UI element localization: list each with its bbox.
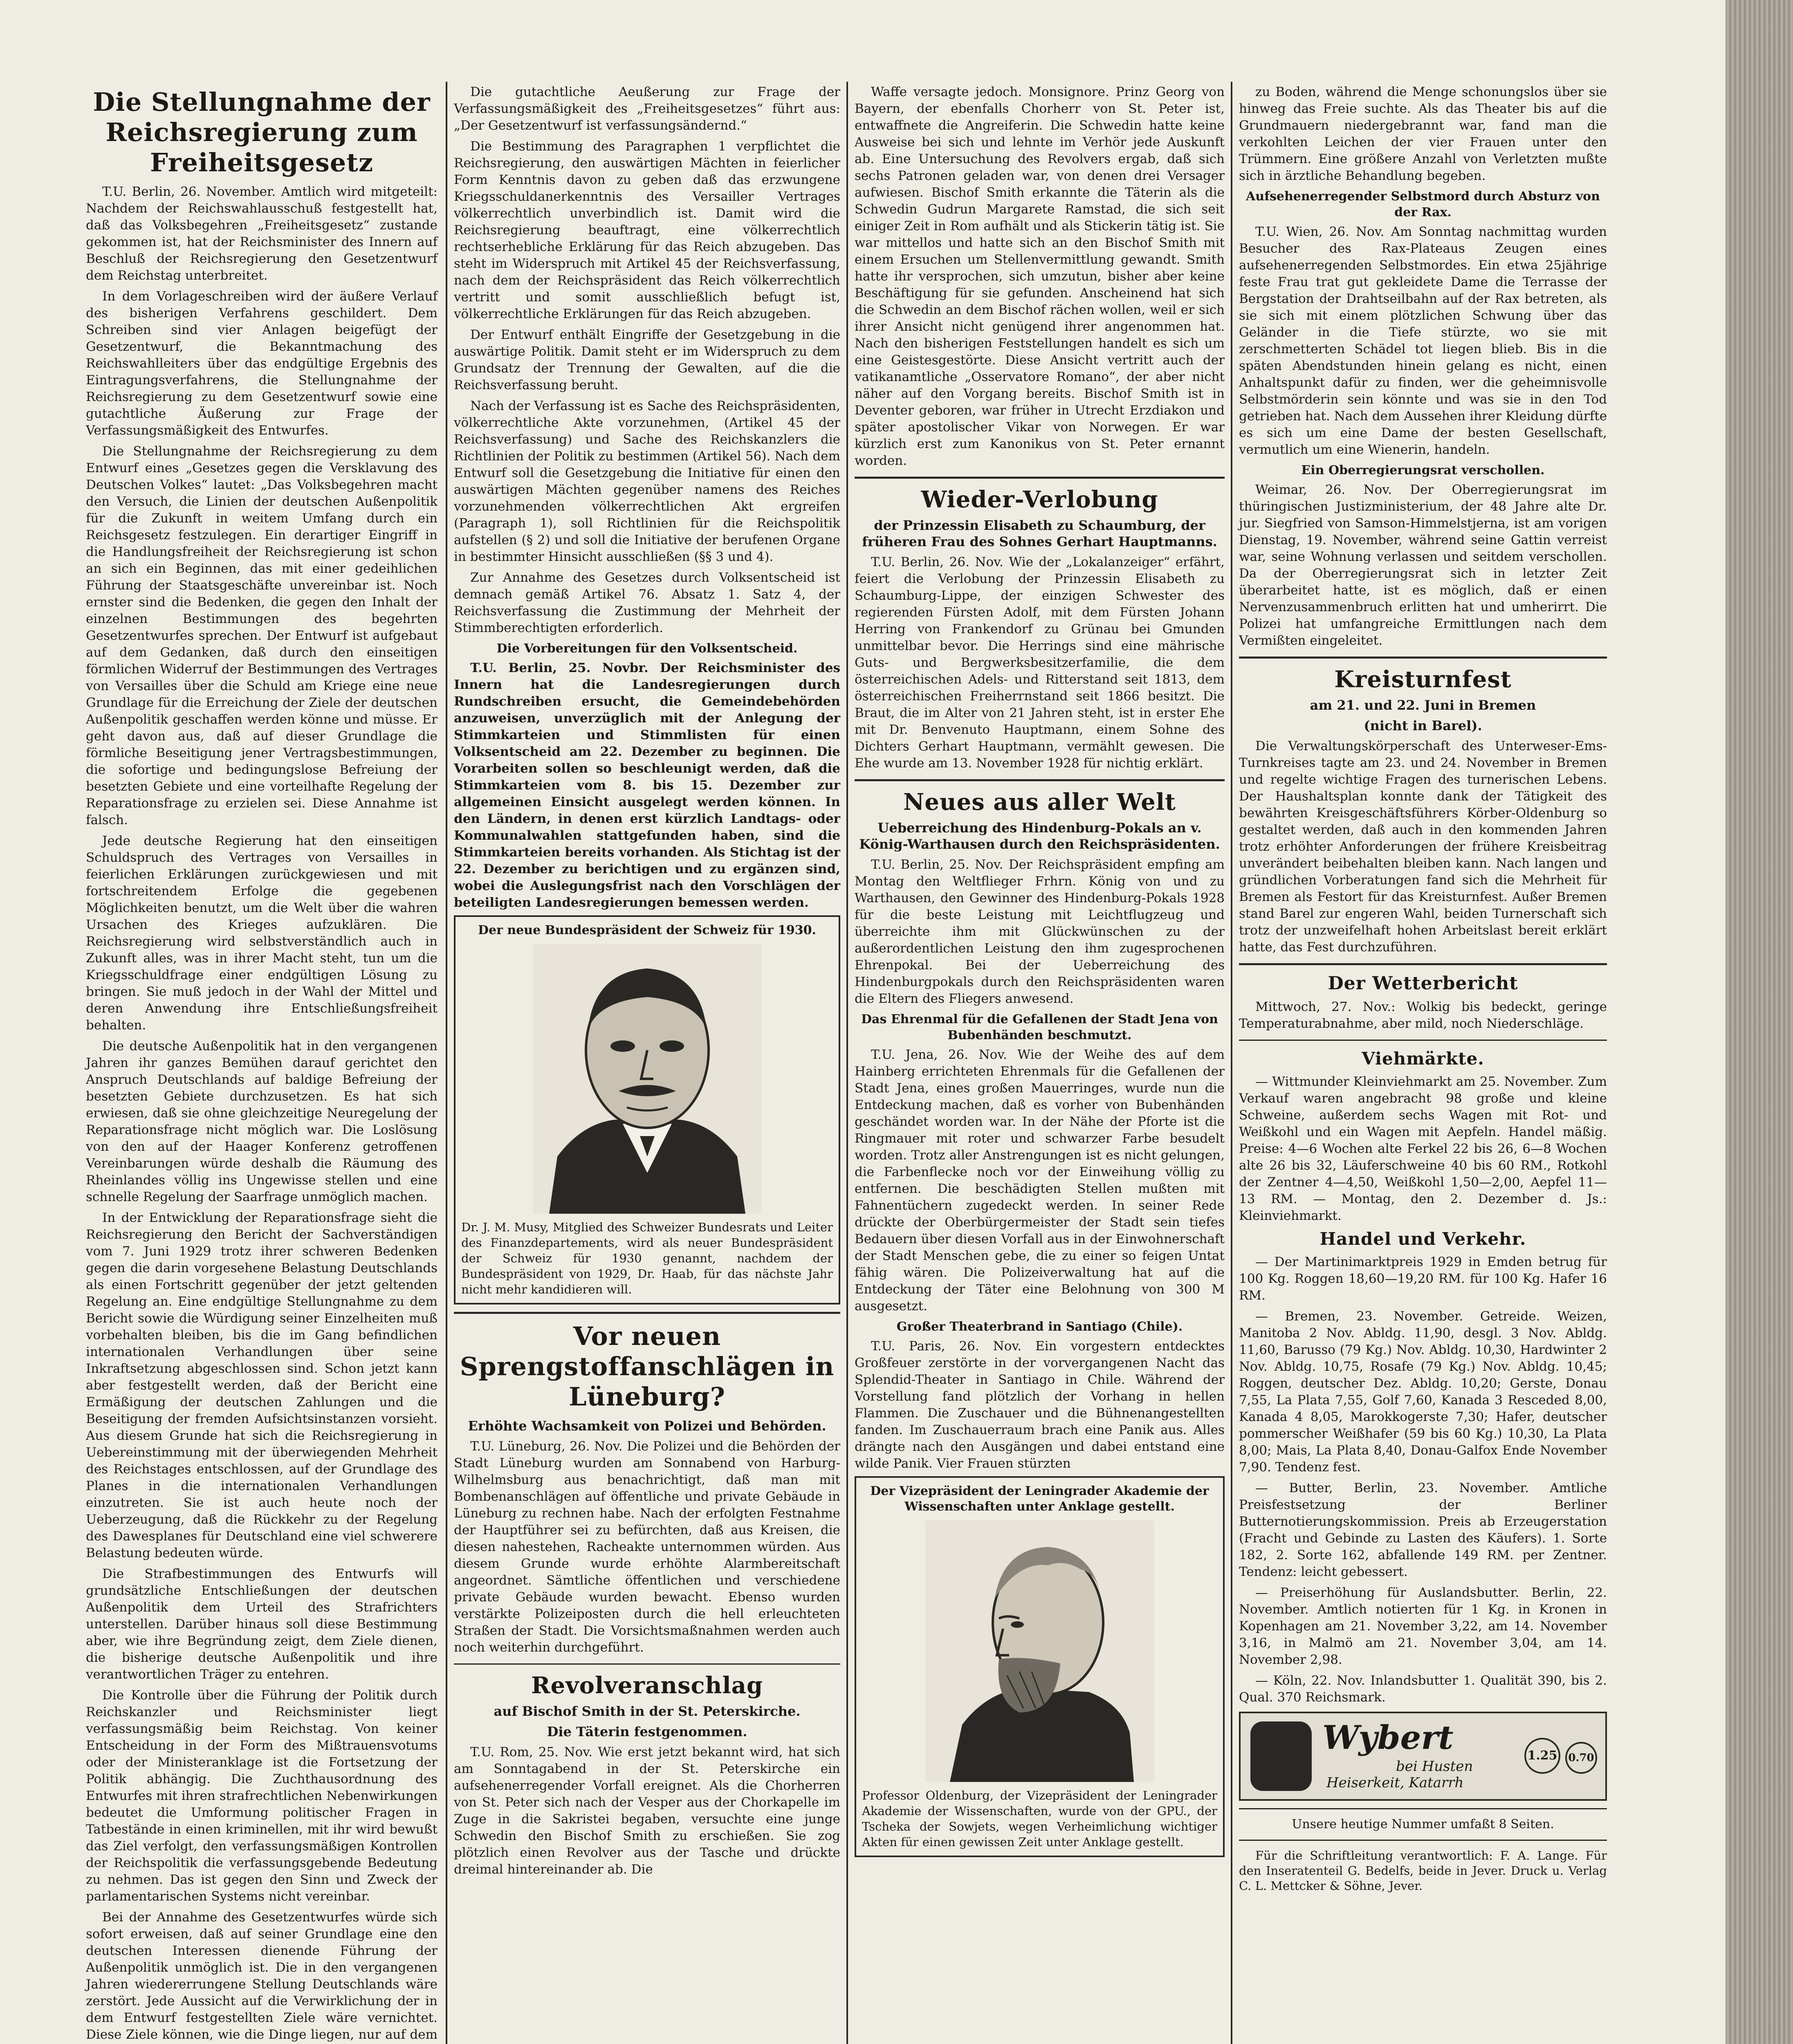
section-divider	[1239, 657, 1607, 659]
portrait-musy	[454, 915, 840, 1304]
book-page-edge	[1726, 0, 1793, 2044]
subheading-volksentscheid: Die Vorbereitungen für den Volksentscheid.	[496, 641, 798, 656]
market-report: — Köln, 22. Nov. Inlandsbutter 1. Qualität 390, bis 2. Qual. 370 Reichsmark.	[1239, 1673, 1607, 1705]
article-paragraph: In der Entwicklung der Reparationsfrage sieht die Reichsregierung den Bericht der Sachverständigen vom 7. Juni 1929 trotz ihrer schweren Bedenken gegen die darin vorgesehene Belastung Deutschlands als einen Fortschritt gegenüber der jetzt geltenden Regelung an. Eine endgültige Stellungnahme zu dem Bericht sowie die Würdigung seiner Einzelheiten muß vorbehalten bleiben, bis die im Gang befindlichen internationalen Verhandlungen über seine Inkraftsetzung abgeschlossen sind. Schon jetzt kann aber festgestellt werden, daß der Bericht eine Ermäßigung der deutschen Zahlungen und die Beseitigung der fremden Aufsichtsinstanzen vorsieht. Aus diesem Grunde hat sich die Reichsregierung in Uebereinstimmung mit der überwiegenden Mehrheit des Reichstages entschlossen, auf der Grundlage des Planes in die internationalen Verhandlungen einzutreten. Sie ist auch heute noch der Ueberzeugung, daß die Rückkehr zu der Regelung des Dawesplanes für Deutschland eine viel schwerere Belastung bedeuten würde.	[86, 1210, 438, 1560]
article-paragraph: Nach der Verfassung ist es Sache des Reichspräsidenten, völkerrechtliche Akte vorzunehmen, (Artikel 45 der Reichsverfassung) und Sache des Reichskanzlers die Richtlinien der Politik zu bestimmen (Artikel 56). Nach dem Entwurf soll die Gesetzgebung die Initiative für einen den auswärtigen Mächten gegenüber namens des Reiches vorzunehmenden völkerrechtlichen Akt ergreifen (Paragraph 1), soll Richtlinien für die Reichspolitik aufstellen (§ 2) und soll die Initiative der berufenen Organe in bestimmter Hinsicht ausschließen (§§ 3 und 4).	[454, 399, 840, 564]
article-paragraph: Die deutsche Außenpolitik hat in den vergangenen Jahren ihr ganzes Bemühen darauf gerichtet den Anspruch Deutschlands auf baldige Befreiung der besetzten Gebiete durchzusetzen. Es hat sich erwiesen, daß sie ohne gleichzeitige Neuregelung der Reparationsfrage nicht möglich war. Die Loslösung von den auf der Haager Konferenz getroffenen Vereinbarungen würde deshalb die Räumung des Rheinlandes völlig ins Ungewisse stellen und eine schnelle Regelung der Saarfrage unmöglich machen.	[86, 1039, 438, 1204]
article-paragraph: T.U. Berlin, 26. November. Amtlich wird mitgeteilt: Nachdem der Reichswahlausschuß festgestellt hat, daß das Volksbegehren „Freiheitsgesetz“ zustande gekommen ist, hat der Reichsminister des Innern auf Beschluß der Reichsregierung den Gesetzentwurf dem Reichstag unterbreitet.	[86, 184, 438, 283]
wybert-price-small: 0.70	[1565, 1742, 1597, 1774]
photo-caption-bottom: Professor Oldenburg, der Vizepräsident der Leningrader Akademie der Wissenschaften, wurde von der GPU., der Tscheka der Sowjets, wegen Verheimlichung wichtiger Akten für einen gewissen Zeit unter Anklage gestellt.	[862, 1788, 1217, 1849]
article-paragraph: T.U. Wien, 26. Nov. Am Sonntag nachmittag wurden Besucher des Rax-Plateaus Zeugen eines aufsehenerregenden Selbstmordes. Ein etwa 25jährige feste Frau trat gut gekleidete Dame die Terrasse der Bergstation der Drahtseilbahn auf der Rax betreten, als sie sich mit einem plötzlichen Schwung über das Geländer in die Tiefe stürzte, wo sie mit zerschmetterten Schädel tot liegen blieb. Bis in die späten Abendstunden hinein gelang es nicht, einen Anhaltspunkt dafür zu finden, wer die geheimnisvolle Selbstmörderin sein könnte und was sie in den Tod getrieben hat. Nach dem Aussehen ihrer Kleidung dürfte es sich um eine Dame der besten Gesellschaft, vermutlich um eine Wienerin, handeln.	[1239, 224, 1607, 457]
headline-kreisturnfest: Kreisturnfest	[1334, 666, 1512, 693]
section-divider	[855, 779, 1225, 781]
article-paragraph: Zur Annahme des Gesetzes durch Volksentscheid ist demnach gemäß Artikel 76. Absatz 1. Satz 4, der Reichsverfassung die Zustimmung der Mehrheit der Stimmberechtigten erforderlich.	[454, 570, 840, 635]
column-2	[454, 84, 840, 1882]
article-paragraph: T.U. Paris, 26. Nov. Ein vorgestern entdecktes Großfeuer zerstörte in der vorvergangenen Nacht das Splendid-Theater in Santiago in Chile. Während der Vorstellung fand plötzlich der Vorhang in hellen Flammen. Die Zuschauer und die Bühnenangestellten fanden. Im Zuschauerraum brach eine Panik aus. Alles drängte nach den Ausgängen und dabei entstand eine wilde Panik. Vier Frauen stürzten	[855, 1339, 1225, 1471]
article-paragraph: Die Kontrolle über die Führung der Politik durch Reichskanzler und Reichsminister liegt verfassungsmäßig beim Reichstag. Von keiner Entscheidung in der Form des Mißtrauensvotums oder der Ministeranklage ist die Fortsetzung der Politik abhängig. Die Zuchthausordnung des Entwurfes mit ihren strafrechtlichen Nebenwirkungen bedeutet die Umformung politischer Fragen in Tatbestände in einen kriminellen, mit ihr wird bewußt das Ziel verfolgt, den verfassungsmäßigen Kontrollen der Reichspolitik die verfassungsgebende Bedeutung zu nehmen. Das ist gegen den Sinn und Zweck der parlamentarischen Systems nicht vereinbar.	[86, 1688, 438, 1904]
article-paragraph: T.U. Lüneburg, 26. Nov. Die Polizei und die Behörden der Stadt Lüneburg wurden am Sonnabend von Harburg-Wilhelmsburg aus benachrichtigt, daß man mit Bombenanschlägen auf öffentliche und private Gebäude in Lüneburg zu rechnen habe. Nach der erfolgten Festnahme der Hauptführer sei zu befürchten, daß aus Kreisen, die diesen nahestehen, Racheakte unternommen würden. Aus diesem Grunde wurde erhöhte Alarmbereitschaft angeordnet. Sämtliche öffentlichen und verschiedene private Gebäude wurden bewacht. Ebenso wurden verstärkte Polizeiposten durch die hell erleuchteten Straßen der Stadt. Die Vorsichtsmaßnahmen werden auch noch weiterhin durchgeführt.	[454, 1439, 840, 1655]
subheading-jena: Das Ehrenmal für die Gefallenen der Stadt Jena von Bubenhänden beschmutzt.	[861, 1012, 1218, 1042]
imprint: Für die Schriftleitung verantwortlich: F. A. Lange. Für den Inseratenteil G. Bedelfs, beide in Jever. Druck u. Verlag C. L. Mettcker & Söhne, Jever.	[1239, 1849, 1607, 1893]
subheading-hindenburg: Ueberreichung des Hindenburg-Pokals an v. König-Warthausen durch den Reichspräsidenten.	[859, 820, 1220, 852]
article-paragraph: Jede deutsche Regierung hat den einseitigen Schuldspruch des Vertrages von Versailles in feierlichen Erklärungen zurückgewiesen und mit fortschreitendem Erfolge die gegebenen Möglichkeiten benutzt, um die Welt über die wahren Ursachen des Krieges aufzuklären. Die Reichsregierung wird selbstverständlich auch in Zukunft alles, was in ihrer Macht steht, tun um die Kriegsschuldfrage einer endgültigen Lösung zu bringen. Sie muß jedoch in der Wahl der Mittel und deren Anwendung ihre Entschließungsfreiheit behalten.	[86, 834, 438, 1033]
photo-caption-top: Der neue Bundespräsident der Schweiz für 1930.	[478, 923, 816, 937]
portrait-illustration	[925, 1520, 1154, 1782]
column-3	[855, 84, 1225, 1861]
market-report: — Der Martinimarktpreis 1929 in Emden betrug für 100 Kg. Roggen 18,60—19,20 RM. für 100 Kg. Hafer 16 RM.	[1239, 1255, 1607, 1303]
section-divider	[1239, 1040, 1607, 1041]
article-paragraph: In dem Vorlageschreiben wird der äußere Verlauf des bisherigen Verfahrens geschildert. Dem Schreiben sind vier Anlagen beigefügt der Gesetzentwurf, die Bekanntmachung des Reichswahlleiters über das endgültige Ergebnis des Eintragungsverfahrens, die Stellungnahme der Reichsregierung zu dem Gesetzentwurf sowie eine gutachtliche Äußerung zur Frage der Verfassungsmäßigkeit des Entwurfes.	[86, 289, 438, 438]
headline-freiheitsgesetz: Die Stellungnahme der Reichsregierung zum Freiheitsgesetz	[93, 87, 431, 177]
column-rule	[846, 82, 848, 2044]
section-divider	[1239, 1840, 1607, 1841]
article-paragraph: Die Verwaltungskörperschaft des Unterweser-Ems-Turnkreises tagte am 23. und 24. November in Bremen und regelte wichtige Fragen des turnerischen Lebens. Der Haushaltsplan konnte dank der Tätigkeit des bewährten Kreisgeschäftsführers Körber-Oldenburg so gestaltet werden, daß auch in den kommenden Jahren trotz erhöhter Anforderungen der frühere Kreisbeitrag unverändert beibehalten bleiben kann. Nach langen und gründlichen Vorberatungen fand sich die Mehrheit für Bremen als Festort für das Kreisturnfest. Außer Bremen stand Barel zur engeren Wahl, beiden Turnerschaft sich trotz der unzweifelhaft hohen Arbeitslast bereit erklärt hatte, das Fest durchzuführen.	[1239, 739, 1607, 955]
article-paragraph: Der Entwurf enthält Eingriffe der Gesetzgebung in die auswärtige Politik. Damit steht er im Widerspruch zu dem Grundsatz der Trennung der Gewalten, auf die die Reichsverfassung beruht.	[454, 327, 840, 392]
wybert-line1: bei Husten	[1396, 1758, 1473, 1775]
headline-wetterbericht: Der Wetterbericht	[1328, 973, 1518, 994]
article-paragraph: T.U. Berlin, 26. Nov. Wie der „Lokalanzeiger“ erfährt, feiert die Verlobung der Prinzessin Elisabeth zu Schaumburg-Lippe, der einzigen Schwester des regierenden Fürsten Adolf, mit dem Fürsten Johann Herring von Frankendorf zu Grünau bei Gmunden unmittelbar bevor. Die Herrings sind eine mährische Guts- und Bergwerksbesitzerfamilie, die dem österreichischen Adels- und Ritterstand seit 1813, dem österreichischen Freiherrnstand seit 1866 besitzt. Die Braut, die im Alter von 21 Jahren steht, ist in erster Ehe mit Dr. Benvenuto Hauptmann, einem Sohne des Dichters Gerhart Hauptmann, vermählt gewesen. Die Ehe wurde am 13. November 1928 für nichtig erklärt.	[855, 555, 1225, 771]
headline-revolveranschlag: Revolveranschlag	[531, 1672, 763, 1699]
weather-report: Mittwoch, 27. Nov.: Wolkig bis bedeckt, geringe Temperaturabnahme, aber mild, noch Niederschläge.	[1239, 1000, 1607, 1031]
market-report: — Preiserhöhung für Auslandsbutter. Berlin, 22. November. Amtlich notierten für 1 Kg. in Kronen in Kopenhagen am 21. November 3,22, am 14. November 3,16, in Malmö am 21. November 3,04, am 14. November 2,98.	[1239, 1585, 1607, 1667]
section-divider	[1239, 1808, 1607, 1809]
subheading-rax: Aufsehenerregender Selbstmord durch Absturz von der Rax.	[1246, 189, 1600, 220]
article-paragraph: T.U. Berlin, 25. Novbr. Der Reichsminister des Innern hat die Landesregierungen durch Rundschreiben ersucht, die Gemeindebehörden anzuweisen, unverzüglich mit der Anlegung der Stimmkarteien und Stimmlisten für einen Volksentscheid am 22. Dezember zu beginnen. Die Vorarbeiten sollen so beschleunigt werden, daß die Stimmkarteien vom 8. bis 15. Dezember zur allgemeinen Einsicht ausgelegt werden können. In den Ländern, in denen erst kürzlich Landtags- oder Kommunalwahlen stattgefunden haben, sind die Stimmkarteien bereits vorhanden. Als Stichtag ist der 22. Dezember zu berichtigen und zu ergänzen sind, wobei die Auslegungsfrist nach den Vorschlägen der beteiligten Landesregierungen bemessen werden.	[454, 661, 840, 910]
column-1	[86, 84, 438, 2044]
wybert-price-large: 1.25	[1524, 1738, 1560, 1774]
article-paragraph: Die gutachtliche Aeußerung zur Frage der Verfassungsmäßigkeit des „Freiheitsgesetzes“ führt aus: „Der Gesetzentwurf ist verfassungsändernd.“	[454, 85, 840, 133]
section-divider	[855, 477, 1225, 479]
article-paragraph: T.U. Berlin, 25. Nov. Der Reichspräsident empfing am Montag den Weltflieger Frhrn. König von und zu Warthausen, den Gewinner des Hindenburg-Pokals 1928 für die beste Leistung mit Leichtflugzeug und überreichte ihm mit Glückwünschen zu der außerordentlichen Leistung den ihm zugesprochenen Ehrenpokal. Bei der Ueberreichung des Hindenburgpokals durch den Reichspräsidenten waren die Eltern des Fliegers anwesend.	[855, 857, 1225, 1006]
section-divider	[1239, 963, 1607, 965]
article-paragraph: Weimar, 26. Nov. Der Oberregierungsrat im thüringischen Justizministerium, der 48 Jahre alte Dr. jur. Siegfried von Samson-Himmelstjerna, ist am vorigen Dienstag, 19. November, während seine Gattin verreist war, seine Wohnung verlassen und seitdem verschollen. Da der Oberregierungsrat sich in letzter Zeit überarbeitet hatte, ist es möglich, daß er einen Nervenzusammenbruch erlitten hat und umherirrt. Die Polizei hat umfangreiche Ermittlungen nach dem Vermißten eingeleitet.	[1239, 482, 1607, 648]
article-paragraph: Die Strafbestimmungen des Entwurfs will grundsätzliche Entschließungen der deutschen Außenpolitik dem Urteil des Strafrichters unterstellen. Darüber hinaus soll diese Bestimmung aber, wie ihre Begründung zeigt, dem Ziele dienen, die bisherige deutsche Außenpolitik und ihre verantwortlichen Träger zu entehren.	[86, 1567, 438, 1682]
article-paragraph: Die Stellungnahme der Reichsregierung zu dem Entwurf eines „Gesetzes gegen die Versklavung des Deutschen Volkes“ lautet: „Das Volksbegehren macht den Versuch, die Linien der deutschen Außenpolitik für die Zukunft in weitem Umfang durch ein Reichsgesetz festzulegen. Ein derartiger Eingriff in die Handlungsfreiheit der Reichsregierung ist schon an sich ein Beginnen, das mit einer gedeihlichen Führung der Staatsgeschäfte unvereinbar ist. Noch ernster sind die Bedenken, die gegen den Inhalt der einzelnen Bestimmungen des begehrten Gesetzentwurfes sprechen. Der Entwurf ist aufgebaut auf dem Gedanken, daß durch den einseitigen förmlichen Widerruf der Bestimmungen des Vertrages von Versailles über die Schuld am Kriege eine neue Grundlage für die Erreichung der Ziele der deutschen Außenpolitik geschaffen werden könne und müsse. Er geht davon aus, daß auf dieser Grundlage die förmliche Beseitigung jener Vertragsbestimmungen, die sofortige und bedingungslose Befreiung der besetzten Gebiete und eine vorteilhafte Regelung der Reparationsfrage zu erzielen sei. Diese Annahme ist falsch.	[86, 444, 438, 827]
headline-handel: Handel und Verkehr.	[1320, 1229, 1526, 1249]
headline-verlobung: Wieder-Verlobung	[921, 486, 1158, 513]
subheading-verlobung: der Prinzessin Elisabeth zu Schaumburg, der früheren Frau des Sohnes Gerhart Hauptmanns.	[862, 518, 1217, 549]
section-divider	[454, 1663, 840, 1665]
column-rule	[1231, 82, 1232, 2044]
wybert-ad	[1239, 1712, 1607, 1801]
market-report: — Butter, Berlin, 23. November. Amtliche Preisfestsetzung der Berliner Butternotierungskommission. Preis ab Erzeugerstation (Fracht und Gebinde zu Lasten des Käufers). 1. Sorte 182, 2. Sorte 162, abfallende 149 RM. per Zentner. Tendenz: leicht gebessert.	[1239, 1481, 1607, 1579]
subheading-santiago: Großer Theaterbrand in Santiago (Chile).	[896, 1320, 1183, 1334]
market-report: — Bremen, 23. November. Getreide. Weizen, Manitoba 2 Nov. Abldg. 11,90, desgl. 3 Nov. Abldg. 11,60, Barusso (79 Kg.) Nov. Abldg. 10,30, Hardwinter 2 Nov. Abldg. 10,75, Rosafe (79 Kg.) Nov. Abldg. 10,45; Roggen, deutscher Dez. Abldg. 10,20; Gerste, Donau 7,55, La Plata 7,55, Golf 7,60, Kanada 3 Resceded 8,00, Kanada 4 8,05, Marokkogerste 7,30; Hafer, deutscher pommerscher Weißhafer (59 bis 60 Kg.) 10,30, La Plata 8,00; Mais, La Plata 8,40, Donau-Galfox Ende November 7,90. Tendenz fest.	[1239, 1309, 1607, 1475]
subheading-taeterin: Die Täterin festgenommen.	[547, 1724, 747, 1739]
article-paragraph: Bei der Annahme des Gesetzentwurfes würde sich sofort erweisen, daß auf seiner Grundlage eine den deutschen Interessen dienende Führung der Außenpolitik unmöglich ist. Die in den vergangenen Jahren wiedererrungene Stellung Deutschlands wäre zerstört. Jede Aussicht auf die Verwirklichung der in dem Entwurf festgestellten Ziele wäre vernichtet. Diese Ziele können, wie die Dinge liegen, nur auf dem	[86, 1910, 438, 2042]
column-4	[1239, 84, 1607, 1898]
market-report: — Wittmunder Kleinviehmarkt am 25. November. Zum Verkauf waren angebracht 98 große und kleine Schweine, außerdem sechs Wagen mit Rot- und Weißkohl und ein Wagen mit Aepfeln. Handel mäßig. Preise: 4—6 Wochen alte Ferkel 22 bis 26, 6—8 Wochen alte 26 bis 32, Läuferschweine 40 bis 60 RM., Rotkohl der Zentner 4—4,50, Weißkohl 1,50—2,00, Aepfel 11—13 RM. — Montag, den 2. Dezember d. Js.: Kleinviehmarkt.	[1239, 1074, 1607, 1223]
headline-lueneburg: Vor neuen Sprengstoffanschlägen in Lüneburg?	[460, 1321, 835, 1412]
headline-viehmaerkte: Viehmärkte.	[1362, 1049, 1484, 1069]
subheading-turnfest-place: (nicht in Barel).	[1364, 718, 1482, 733]
portrait-oldenburg	[855, 1476, 1225, 1857]
photo-caption-top: Der Vizepräsident der Leningrader Akademie der Wissenschaften unter Anklage gestellt.	[870, 1484, 1209, 1514]
subheading-oberregierungsrat: Ein Oberregierungsrat verschollen.	[1301, 463, 1545, 477]
wybert-brand: Wybert	[1322, 1718, 1454, 1757]
article-paragraph: T.U. Rom, 25. Nov. Wie erst jetzt bekannt wird, hat sich am Sonntagabend in der St. Peterskirche ein aufsehenerregender Vorfall ereignet. Als die Chorherren von St. Peter sich nach der Vesper aus der Chorkapelle im Zuge in die Sakristei begaben, versuchte eine junge Schwedin den Bischof Smith zu erschießen. Sie zog plötzlich einen Revolver aus der Tasche und drückte dreimal hintereinander ab. Die	[454, 1745, 840, 1877]
column-rule	[446, 82, 447, 2044]
issue-page-count: Unsere heutige Nummer umfaßt 8 Seiten.	[1292, 1817, 1554, 1831]
photo-caption-bottom: Dr. J. M. Musy, Mitglied des Schweizer Bundesrats und Leiter des Finanzdepartements, wird als neuer Bundespräsident der Schweiz für 1930 genannt, nachdem der Bundespräsident von 1929, Dr. Haab, für das nächste Jahr nicht mehr kandidieren will.	[461, 1220, 833, 1296]
subheading-smith: auf Bischof Smith in der St. Peterskirche.	[494, 1703, 801, 1719]
article-paragraph: Waffe versagte jedoch. Monsignore. Prinz Georg von Bayern, der ebenfalls Chorherr von St. Peter ist, entwaffnete die Angreiferin. Die Schwedin hatte keine Ausweise bei sich und lehnte im Verhör jede Auskunft ab. Eine Untersuchung des Revolvers ergab, daß sich sechs Patronen geladen war, von denen drei Versager aufwiesen. Bischof Smith erkannte die Täterin als die Schwedin Gudrun Margarete Ramstad, die sich seit einiger Zeit in Rom aufhält und als Stickerin tätig ist. Sie war mittellos und hatte sich an den Bischof Smith mit einem Ersuchen um Stellenvermittlung gewandt. Smith hatte ihr versprochen, sich umzutun, bisher aber keine Beschäftigung für sie gefunden. Anscheinend hat sich die Schwedin an dem Bischof rächen wollen, weil er sich ihrer Ansicht nicht genügend ihrer angenommen hat. Nach den bisherigen Feststellungen handelt es sich um eine Geistesgestörte. Diese Ansicht vertritt auch der vatikanamtliche „Osservatore Romano“, der aber nicht näher auf den Vorgang bereits. Bischof Smith ist in Deventer geboren, war früher in Utrecht Erzdiakon und später apostolischer Vikar von Norwegen. Er war kürzlich erst zum Kanonikus von St. Peter ernannt worden.	[855, 85, 1225, 468]
subheading-turnfest-date: am 21. und 22. Juni in Bremen	[1310, 697, 1536, 713]
article-paragraph: Die Bestimmung des Paragraphen 1 verpflichtet die Reichsregierung, den auswärtigen Mächten in feierlicher Form Kenntnis davon zu geben daß das erzwungene Kriegsschuldanerkenntnis des Versailler Vertrages völkerrechtlich unverbindlich ist. Damit wird die Reichsregierung beauftragt, eine völkerrechtlich rechtserhebliche Erklärung für das Reich abzugeben. Das steht im Widerspruch mit Artikel 45 der Reichsverfassung, nach dem der Reichspräsident das Reich völkerrechtlich vertritt und somit ausschließlich befugt ist, völkerrechtliche Erklärungen für das Reich abzugeben.	[454, 139, 840, 321]
section-divider	[454, 1312, 840, 1314]
wybert-line2: Heiserkeit, Katarrh	[1326, 1775, 1464, 1791]
article-paragraph: zu Boden, während die Menge schonungslos über sie hinweg das Freie suchte. Als das Theater bis auf die Grundmauern niedergebrannt war, fand man die verkohlten Leichen der vier Frauen unter den Trümmern. Eine größere Anzahl von Verletzten mußte sich in ärztliche Behandlung begeben.	[1239, 85, 1607, 183]
wybert-illustration	[1250, 1721, 1312, 1791]
headline-neues-aus-aller-welt: Neues aus aller Welt	[903, 789, 1176, 816]
portrait-illustration	[533, 944, 762, 1214]
subheading-lueneburg: Erhöhte Wachsamkeit von Polizei und Behörden.	[468, 1418, 826, 1434]
article-paragraph: T.U. Jena, 26. Nov. Wie der Weihe des auf dem Hainberg errichteten Ehrenmals für die Gefallenen der Stadt Jena, eines großen Mauerringes, wurde nun die Entdeckung machen, daß es vorher von Bubenhänden geschändet worden war. In der Nähe der Pforte ist die Ringmauer mit roter und schwarzer Farbe besudelt worden. Trotz aller Anstrengungen ist es nicht gelungen, die Farbenflecke noch vor der Einweihung völlig zu entfernen. Die beschädigten Stellen mußten mit Fahnentüchern zugedeckt werden. In seiner Rede drückte der Oberbürgermeister der Stadt sein tiefes Bedauern über diesen Vorfall aus in der Einwohnerschaft der Stadt Menschen gebe, die zu einer so feigen Untat fähig wären. Die Polizeiverwaltung hat auf die Entdeckung der Täter eine Belohnung von 300 M ausgesetzt.	[855, 1047, 1225, 1313]
